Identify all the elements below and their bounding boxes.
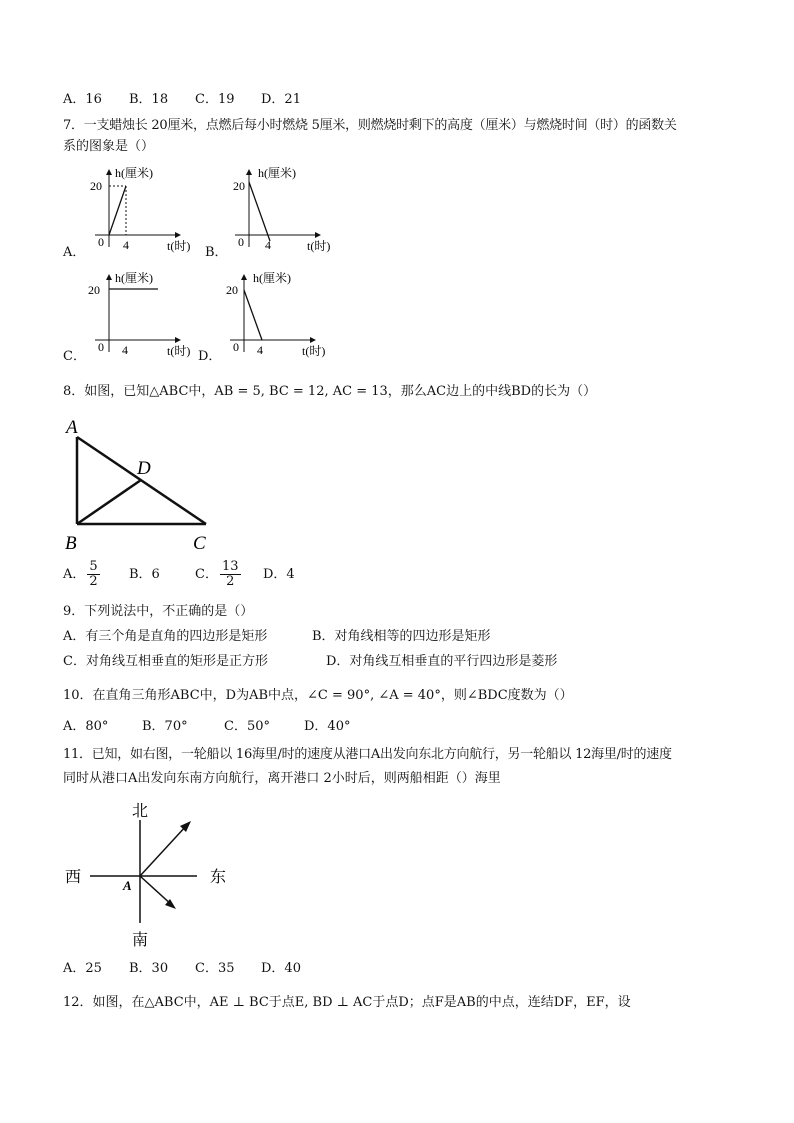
numerator: 13 [221,559,239,574]
q8-option-c-label: C． [195,567,218,582]
q12-question: 12．如图，在△ABC中，AE ⊥ BC于点E, BD ⊥ AC于点D；点F是AB的中点，连结DF，EF，设 [63,995,631,1010]
q6-option-c: C．19 [195,92,235,107]
q8-option-c [195,560,263,590]
q8-option-d: D．4 [263,567,295,582]
label-a: A [66,417,78,438]
q8-option-b: B．6 [129,567,160,582]
label-south: 南 [132,932,149,949]
q7-graph-a [85,165,195,255]
x-axis-label: t(时) [302,344,326,358]
y-tick-label: 20 [88,283,100,297]
q7-graph-d [220,270,340,360]
x-tick-label: 4 [122,343,128,357]
x-axis-arrow [315,232,321,238]
q7-question-line2: 系的图象是（） [63,139,155,154]
denominator: 2 [226,574,235,589]
q11-option-b: B．30 [129,961,169,976]
q8-option-a-label: A． [63,567,86,582]
q7-option-d-label: D． [198,349,222,364]
q6-option-d: D．21 [261,92,301,107]
label-d: D [137,458,151,479]
q9-options-row1 [63,629,491,645]
label-b: B [65,533,77,554]
x-tick-label: 4 [257,343,263,357]
q11-compass-figure [60,795,240,955]
label-east: 东 [210,869,227,886]
x-axis-label: t(时) [307,239,331,253]
graph-line [244,290,262,340]
x-axis-arrow [175,232,181,238]
q10-option-a: A．80° [63,719,109,734]
q11-option-a: A．25 [63,961,102,976]
q9-options-row2 [63,654,557,670]
q9-option-b: B．对角线相等的四边形是矩形 [312,629,491,644]
q7-option-b-label: B． [205,245,228,260]
denominator: 2 [89,574,98,589]
northeast-ray [140,825,187,876]
y-tick-label: 20 [233,179,245,193]
q11-question-line1: 11．已知，如右图，一轮船以 16海里/时的速度从港口A出发向东北方向航行，另一轮船以 12海里/时的速度 [63,747,672,762]
graph-line [249,182,270,241]
label-point-a: A [123,878,132,893]
fraction-13-2 [220,560,241,589]
label-c: C [193,533,206,554]
x-axis-label: t(时) [167,344,191,358]
y-axis-arrow [106,274,112,280]
label-west: 西 [65,869,82,886]
q7-graph-b [225,165,345,255]
q10-option-d: D．40° [304,719,351,734]
origin-label: 0 [98,235,104,249]
y-axis-label: h(厘米) [253,271,291,285]
label-north: 北 [132,803,149,820]
q10-option-b: B．70° [142,719,188,734]
x-axis-arrow [175,337,181,343]
q9-option-a: A．有三个角是直角的四边形是矩形 [63,629,268,644]
q7-option-a-label: A． [63,245,86,260]
q6-option-a: A．16 [63,92,102,107]
graph-line [109,186,126,235]
q10-option-c: C．50° [224,719,270,734]
q8-options [63,560,295,590]
q8-triangle-figure [60,415,230,555]
q11-options [63,961,301,977]
q11-option-d: D．40 [261,961,301,976]
median-bd [77,480,141,524]
fraction-5-2 [87,560,99,589]
y-axis-label: h(厘米) [115,166,153,180]
x-tick-label: 4 [265,238,271,252]
q11-question-line2: 同时从港口A出发向东南方向航行，离开港口 2小时后，则两船相距（）海里 [63,771,501,786]
q6-option-b: B．18 [129,92,169,107]
x-tick-label: 4 [123,238,129,252]
y-axis-label: h(厘米) [115,271,153,285]
origin-label: 0 [233,340,239,354]
q10-options [63,719,350,735]
y-tick-label: 20 [90,179,102,193]
numerator: 5 [89,559,98,574]
q8-question: 8．如图，已知△ABC中，AB = 5, BC = 12, AC = 13，那么AC边上的中线BD的长为（） [63,384,597,399]
origin-label: 0 [98,340,104,354]
y-axis-arrow [241,274,247,280]
q11-option-c: C．35 [195,961,235,976]
q10-question: 10．在直角三角形ABC中，D为AB中点，∠C = 90°, ∠A = 40°，则∠BDC度数为（） [63,688,573,703]
y-axis-arrow [106,169,112,175]
y-axis-label: h(厘米) [258,166,296,180]
q6-options [63,92,301,108]
q7-option-c-label: C． [63,349,86,364]
q7-question-line1: 7．一支蜡烛长 20厘米，点燃后每小时燃烧 5厘米，则燃烧时剩下的高度（厘米）与燃烧时间（时）的函数关 [63,118,677,133]
origin-label: 0 [238,235,244,249]
q9-question: 9．下列说法中，不正确的是（） [63,604,254,619]
x-axis-label: t(时) [167,239,191,253]
q9-option-d: D．对角线互相垂直的平行四边形是菱形 [326,654,558,669]
y-axis-arrow [246,169,252,175]
q7-graph-c [85,270,195,360]
y-tick-label: 20 [226,283,238,297]
x-axis-arrow [310,337,316,343]
q9-option-c: C．对角线互相垂直的矩形是正方形 [63,654,268,669]
q8-option-a [63,560,129,590]
